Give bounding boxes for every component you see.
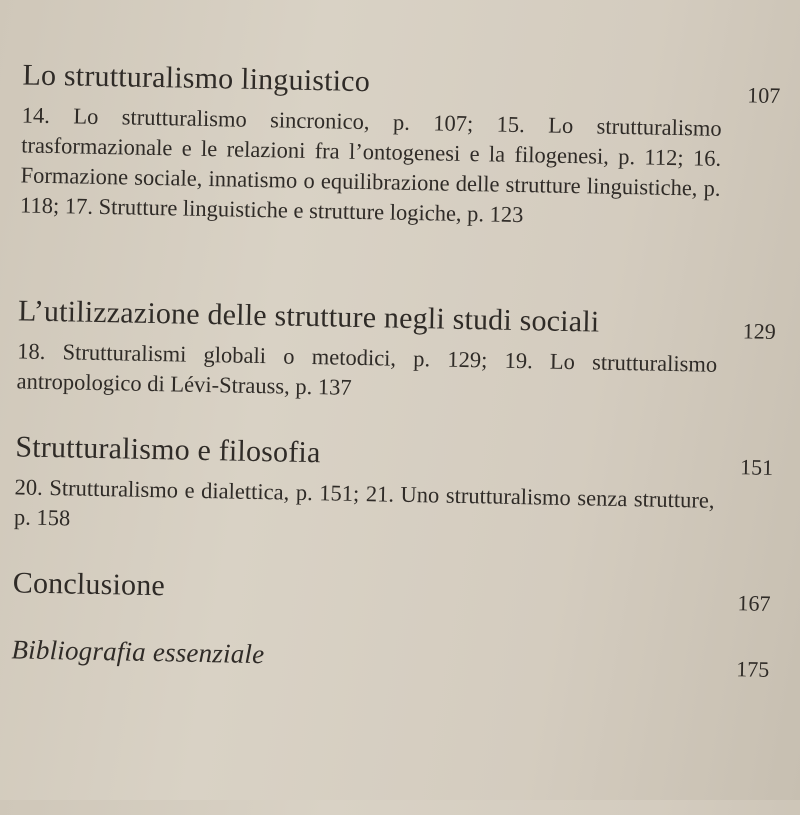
page-number: 175 [736,656,770,682]
page-number: 167 [737,590,771,616]
toc-entry-conclusione [12,566,771,616]
page-number: 129 [742,318,777,344]
chapter-title: L’utilizzazione delle strutture negli studi sociali [17,294,600,339]
chapter-sections: 18. Strutturalismi globali o metodici, p. 129; 19. Lo strutturalismo antropologico di Lévi-Strauss, p. 137 [16,338,718,400]
chapter-sections: 14. Lo strutturalismo sincronico, p. 107; 15. Lo strutturalismo trasformazionale e le relazioni fra l’ontogenesi e la filogenesi, p. 112; 16. Formazione sociale, innatismo o equilibrazione delle strutture linguistiche, p. 118; 17. Strutture linguistiche e strutture logiche, p. 123 [19,102,722,228]
toc-entry-filosofia [13,430,774,545]
chapter-title: Lo strutturalismo linguistico [22,58,371,99]
chapter-sections: 20. Strutturalismo e dialettica, p. 151; 21. Uno strutturalismo senza strutture, p. 158 [13,474,715,531]
chapter-title: Conclusione [12,566,166,603]
page-number: 151 [739,454,774,480]
chapter-title: Strutturalismo e filosofia [15,430,321,470]
toc-entry-bibliografia [11,632,770,682]
chapter-title: Bibliografia essenziale [11,634,265,670]
toc-entry-linguistico [19,58,781,233]
toc-entry-studi-sociali [16,294,777,409]
page-number: 107 [747,82,781,108]
